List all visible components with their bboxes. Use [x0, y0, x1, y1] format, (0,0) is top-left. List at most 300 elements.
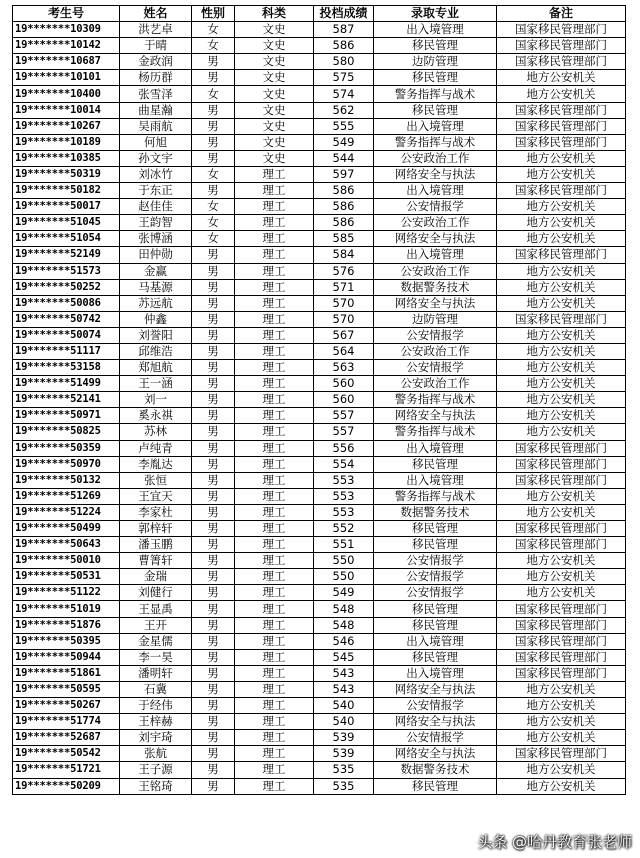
cell-exam-id: 19*******50182: [13, 183, 120, 199]
cell-remark: 地方公安机关: [497, 698, 626, 714]
table-row: [13, 263, 626, 279]
cell-exam-id: 19*******50086: [13, 295, 120, 311]
cell-remark: 国家移民管理部门: [497, 456, 626, 472]
cell-exam-id: 19*******50359: [13, 440, 120, 456]
cell-major: 数据警务技术: [374, 279, 497, 295]
table-row: [13, 199, 626, 215]
cell-major: 公安情报学: [374, 360, 497, 376]
cell-major: 公安政治工作: [374, 263, 497, 279]
cell-gender: 男: [192, 585, 235, 601]
cell-category: 理工: [235, 778, 314, 794]
cell-score: 570: [314, 295, 374, 311]
table-row: [13, 778, 626, 794]
cell-exam-id: 19*******50825: [13, 424, 120, 440]
table-row: [13, 617, 626, 633]
cell-exam-id: 19*******10385: [13, 150, 120, 166]
table-row: [13, 537, 626, 553]
cell-category: 理工: [235, 263, 314, 279]
table-row: [13, 134, 626, 150]
cell-category: 理工: [235, 392, 314, 408]
cell-category: 理工: [235, 408, 314, 424]
cell-score: 535: [314, 778, 374, 794]
cell-name: 张航: [120, 746, 192, 762]
cell-remark: 国家移民管理部门: [497, 54, 626, 70]
cell-gender: 男: [192, 424, 235, 440]
cell-major: 公安情报学: [374, 199, 497, 215]
cell-major: 网络安全与执法: [374, 295, 497, 311]
cell-gender: 男: [192, 118, 235, 134]
table-row: [13, 22, 626, 38]
cell-major: 数据警务技术: [374, 762, 497, 778]
cell-exam-id: 19*******51499: [13, 376, 120, 392]
cell-remark: 地方公安机关: [497, 86, 626, 102]
cell-major: 公安情报学: [374, 585, 497, 601]
cell-name: 王显禹: [120, 601, 192, 617]
cell-name: 潘明轩: [120, 665, 192, 681]
table-row: [13, 746, 626, 762]
cell-category: 理工: [235, 698, 314, 714]
table-row: [13, 70, 626, 86]
cell-score: 551: [314, 537, 374, 553]
cell-name: 赵佳佳: [120, 199, 192, 215]
cell-category: 理工: [235, 183, 314, 199]
cell-major: 网络安全与执法: [374, 408, 497, 424]
cell-exam-id: 19*******52141: [13, 392, 120, 408]
cell-score: 545: [314, 649, 374, 665]
cell-remark: 国家移民管理部门: [497, 649, 626, 665]
cell-category: 理工: [235, 343, 314, 359]
cell-category: 理工: [235, 521, 314, 537]
cell-major: 公安情报学: [374, 698, 497, 714]
cell-remark: 国家移民管理部门: [497, 665, 626, 681]
cell-exam-id: 19*******50742: [13, 311, 120, 327]
cell-score: 580: [314, 54, 374, 70]
table-body: [13, 22, 626, 795]
cell-major: 移民管理: [374, 102, 497, 118]
cell-name: 王铭琦: [120, 778, 192, 794]
cell-exam-id: 19*******51054: [13, 231, 120, 247]
cell-category: 理工: [235, 730, 314, 746]
cell-exam-id: 19*******50944: [13, 649, 120, 665]
cell-remark: 国家移民管理部门: [497, 22, 626, 38]
cell-name: 李胤达: [120, 456, 192, 472]
cell-gender: 男: [192, 746, 235, 762]
cell-exam-id: 19*******10687: [13, 54, 120, 70]
cell-exam-id: 19*******50017: [13, 199, 120, 215]
cell-major: 移民管理: [374, 617, 497, 633]
cell-name: 张雪泽: [120, 86, 192, 102]
cell-category: 理工: [235, 601, 314, 617]
cell-score: 574: [314, 86, 374, 102]
cell-category: 理工: [235, 714, 314, 730]
cell-category: 理工: [235, 633, 314, 649]
cell-remark: 地方公安机关: [497, 408, 626, 424]
cell-score: 548: [314, 617, 374, 633]
cell-major: 出入境管理: [374, 440, 497, 456]
cell-category: 文史: [235, 38, 314, 54]
cell-score: 550: [314, 569, 374, 585]
cell-category: 文史: [235, 86, 314, 102]
cell-exam-id: 19*******50499: [13, 521, 120, 537]
cell-gender: 男: [192, 247, 235, 263]
cell-score: 554: [314, 456, 374, 472]
cell-exam-id: 19*******51721: [13, 762, 120, 778]
cell-remark: 地方公安机关: [497, 150, 626, 166]
cell-category: 理工: [235, 424, 314, 440]
cell-remark: 地方公安机关: [497, 714, 626, 730]
cell-exam-id: 19*******10142: [13, 38, 120, 54]
cell-remark: 地方公安机关: [497, 263, 626, 279]
cell-name: 孙文宇: [120, 150, 192, 166]
table-row: [13, 183, 626, 199]
table-row: [13, 521, 626, 537]
cell-category: 理工: [235, 247, 314, 263]
table-header-row: [13, 6, 626, 22]
cell-remark: 国家移民管理部门: [497, 472, 626, 488]
cell-exam-id: 19*******51774: [13, 714, 120, 730]
cell-score: 587: [314, 22, 374, 38]
cell-gender: 男: [192, 633, 235, 649]
cell-gender: 男: [192, 504, 235, 520]
cell-major: 警务指挥与战术: [374, 424, 497, 440]
table-row: [13, 247, 626, 263]
cell-gender: 男: [192, 617, 235, 633]
cell-major: 移民管理: [374, 649, 497, 665]
cell-remark: 国家移民管理部门: [497, 183, 626, 199]
cell-category: 理工: [235, 376, 314, 392]
table-row: [13, 215, 626, 231]
cell-exam-id: 19*******10400: [13, 86, 120, 102]
cell-score: 585: [314, 231, 374, 247]
cell-name: 张博涵: [120, 231, 192, 247]
cell-category: 理工: [235, 166, 314, 182]
cell-remark: 地方公安机关: [497, 215, 626, 231]
table-row: [13, 665, 626, 681]
table-row: [13, 553, 626, 569]
cell-remark: 国家移民管理部门: [497, 311, 626, 327]
cell-major: 出入境管理: [374, 472, 497, 488]
cell-remark: 地方公安机关: [497, 392, 626, 408]
cell-gender: 女: [192, 166, 235, 182]
table-row: [13, 504, 626, 520]
cell-exam-id: 19*******50010: [13, 553, 120, 569]
cell-major: 出入境管理: [374, 183, 497, 199]
table-row: [13, 392, 626, 408]
table-row: [13, 376, 626, 392]
cell-exam-id: 19*******10101: [13, 70, 120, 86]
table-row: [13, 118, 626, 134]
cell-name: 刘誉阳: [120, 327, 192, 343]
cell-major: 公安政治工作: [374, 215, 497, 231]
cell-category: 理工: [235, 488, 314, 504]
table-row: [13, 456, 626, 472]
cell-name: 李一昊: [120, 649, 192, 665]
cell-gender: 男: [192, 569, 235, 585]
cell-remark: 地方公安机关: [497, 488, 626, 504]
header-score: 投档成绩: [314, 6, 374, 22]
cell-gender: 男: [192, 343, 235, 359]
cell-gender: 男: [192, 263, 235, 279]
cell-name: 郑旭航: [120, 360, 192, 376]
cell-major: 移民管理: [374, 521, 497, 537]
table-row: [13, 585, 626, 601]
cell-gender: 男: [192, 327, 235, 343]
table-row: [13, 360, 626, 376]
cell-remark: 地方公安机关: [497, 585, 626, 601]
cell-name: 王开: [120, 617, 192, 633]
cell-major: 警务指挥与战术: [374, 392, 497, 408]
cell-gender: 男: [192, 665, 235, 681]
table-row: [13, 698, 626, 714]
cell-exam-id: 19*******10189: [13, 134, 120, 150]
cell-name: 李家杜: [120, 504, 192, 520]
cell-major: 出入境管理: [374, 247, 497, 263]
cell-score: 571: [314, 279, 374, 295]
cell-gender: 男: [192, 408, 235, 424]
table-row: [13, 231, 626, 247]
cell-remark: 地方公安机关: [497, 762, 626, 778]
table-row: [13, 488, 626, 504]
cell-score: 570: [314, 311, 374, 327]
cell-major: 边防管理: [374, 311, 497, 327]
cell-remark: 国家移民管理部门: [497, 118, 626, 134]
table-row: [13, 569, 626, 585]
cell-exam-id: 19*******51573: [13, 263, 120, 279]
cell-major: 警务指挥与战术: [374, 488, 497, 504]
cell-major: 公安情报学: [374, 730, 497, 746]
cell-gender: 男: [192, 456, 235, 472]
table-row: [13, 424, 626, 440]
cell-exam-id: 19*******53158: [13, 360, 120, 376]
cell-category: 理工: [235, 295, 314, 311]
cell-remark: 地方公安机关: [497, 279, 626, 295]
cell-category: 理工: [235, 649, 314, 665]
cell-remark: 国家移民管理部门: [497, 521, 626, 537]
cell-name: 仲鑫: [120, 311, 192, 327]
cell-remark: 地方公安机关: [497, 295, 626, 311]
cell-remark: 国家移民管理部门: [497, 633, 626, 649]
cell-score: 556: [314, 440, 374, 456]
table-row: [13, 681, 626, 697]
cell-gender: 男: [192, 392, 235, 408]
cell-name: 张恒: [120, 472, 192, 488]
cell-gender: 男: [192, 730, 235, 746]
cell-gender: 男: [192, 134, 235, 150]
cell-major: 移民管理: [374, 70, 497, 86]
cell-exam-id: 19*******51019: [13, 601, 120, 617]
cell-gender: 男: [192, 762, 235, 778]
cell-gender: 男: [192, 778, 235, 794]
table-row: [13, 343, 626, 359]
cell-score: 553: [314, 504, 374, 520]
cell-name: 何旭: [120, 134, 192, 150]
cell-score: 548: [314, 601, 374, 617]
cell-score: 539: [314, 746, 374, 762]
cell-score: 557: [314, 408, 374, 424]
cell-name: 于东正: [120, 183, 192, 199]
cell-exam-id: 19*******51117: [13, 343, 120, 359]
cell-score: 584: [314, 247, 374, 263]
table-row: [13, 86, 626, 102]
cell-gender: 男: [192, 102, 235, 118]
cell-category: 文史: [235, 70, 314, 86]
cell-remark: 地方公安机关: [497, 553, 626, 569]
cell-exam-id: 19*******50971: [13, 408, 120, 424]
cell-major: 网络安全与执法: [374, 714, 497, 730]
cell-name: 金政润: [120, 54, 192, 70]
cell-exam-id: 19*******10309: [13, 22, 120, 38]
cell-score: 586: [314, 199, 374, 215]
cell-exam-id: 19*******50267: [13, 698, 120, 714]
cell-score: 544: [314, 150, 374, 166]
cell-name: 王宜天: [120, 488, 192, 504]
cell-gender: 男: [192, 488, 235, 504]
cell-score: 586: [314, 38, 374, 54]
cell-major: 移民管理: [374, 601, 497, 617]
cell-remark: 地方公安机关: [497, 360, 626, 376]
cell-category: 文史: [235, 134, 314, 150]
cell-score: 575: [314, 70, 374, 86]
table-row: [13, 730, 626, 746]
cell-category: 理工: [235, 279, 314, 295]
cell-remark: 地方公安机关: [497, 343, 626, 359]
cell-remark: 国家移民管理部门: [497, 247, 626, 263]
cell-remark: 国家移民管理部门: [497, 746, 626, 762]
cell-name: 田仲勋: [120, 247, 192, 263]
cell-category: 理工: [235, 681, 314, 697]
cell-name: 曲星瀚: [120, 102, 192, 118]
table-row: [13, 279, 626, 295]
cell-category: 文史: [235, 54, 314, 70]
cell-exam-id: 19*******10267: [13, 118, 120, 134]
cell-score: 539: [314, 730, 374, 746]
cell-major: 网络安全与执法: [374, 681, 497, 697]
cell-major: 公安政治工作: [374, 343, 497, 359]
cell-gender: 男: [192, 279, 235, 295]
cell-remark: 国家移民管理部门: [497, 440, 626, 456]
cell-exam-id: 19*******52687: [13, 730, 120, 746]
cell-gender: 男: [192, 698, 235, 714]
cell-score: 560: [314, 376, 374, 392]
cell-major: 移民管理: [374, 537, 497, 553]
cell-score: 557: [314, 424, 374, 440]
cell-name: 金星儒: [120, 633, 192, 649]
cell-name: 石冀: [120, 681, 192, 697]
cell-score: 553: [314, 488, 374, 504]
cell-category: 理工: [235, 665, 314, 681]
cell-exam-id: 19*******51045: [13, 215, 120, 231]
cell-exam-id: 19*******51861: [13, 665, 120, 681]
header-major: 录取专业: [374, 6, 497, 22]
cell-major: 数据警务技术: [374, 504, 497, 520]
cell-name: 于经伟: [120, 698, 192, 714]
cell-name: 潘玉鹏: [120, 537, 192, 553]
table-row: [13, 150, 626, 166]
cell-gender: 男: [192, 183, 235, 199]
header-exam-id: 考生号: [13, 6, 120, 22]
cell-gender: 男: [192, 649, 235, 665]
cell-score: 555: [314, 118, 374, 134]
cell-category: 理工: [235, 215, 314, 231]
cell-major: 网络安全与执法: [374, 166, 497, 182]
cell-remark: 国家移民管理部门: [497, 537, 626, 553]
cell-name: 曹箐轩: [120, 553, 192, 569]
cell-gender: 男: [192, 376, 235, 392]
cell-name: 王一涵: [120, 376, 192, 392]
cell-score: 576: [314, 263, 374, 279]
cell-remark: 地方公安机关: [497, 681, 626, 697]
cell-gender: 男: [192, 54, 235, 70]
table-row: [13, 649, 626, 665]
cell-exam-id: 19*******51876: [13, 617, 120, 633]
cell-category: 理工: [235, 456, 314, 472]
table-row: [13, 311, 626, 327]
table-row: [13, 472, 626, 488]
cell-remark: 地方公安机关: [497, 231, 626, 247]
cell-category: 文史: [235, 22, 314, 38]
cell-remark: 地方公安机关: [497, 424, 626, 440]
cell-remark: 地方公安机关: [497, 166, 626, 182]
cell-category: 文史: [235, 118, 314, 134]
cell-gender: 男: [192, 714, 235, 730]
cell-category: 理工: [235, 472, 314, 488]
cell-category: 理工: [235, 617, 314, 633]
cell-score: 540: [314, 714, 374, 730]
cell-category: 理工: [235, 231, 314, 247]
cell-category: 理工: [235, 360, 314, 376]
cell-name: 金赢: [120, 263, 192, 279]
cell-name: 郭梓轩: [120, 521, 192, 537]
cell-name: 卢纯青: [120, 440, 192, 456]
cell-gender: 女: [192, 215, 235, 231]
cell-remark: 国家移民管理部门: [497, 38, 626, 54]
cell-remark: 地方公安机关: [497, 569, 626, 585]
cell-name: 王韵智: [120, 215, 192, 231]
cell-score: 564: [314, 343, 374, 359]
cell-gender: 男: [192, 601, 235, 617]
cell-gender: 男: [192, 70, 235, 86]
cell-exam-id: 19*******51269: [13, 488, 120, 504]
table-row: [13, 295, 626, 311]
header-remark: 备注: [497, 6, 626, 22]
cell-name: 吴雨航: [120, 118, 192, 134]
cell-name: 王梓赫: [120, 714, 192, 730]
cell-score: 543: [314, 665, 374, 681]
cell-score: 597: [314, 166, 374, 182]
watermark: 头条 @哈丹教育张老师: [477, 833, 632, 851]
cell-score: 560: [314, 392, 374, 408]
table-row: [13, 38, 626, 54]
cell-gender: 男: [192, 295, 235, 311]
admission-table: [12, 5, 626, 795]
cell-remark: 国家移民管理部门: [497, 601, 626, 617]
cell-score: 549: [314, 585, 374, 601]
cell-category: 理工: [235, 327, 314, 343]
cell-category: 理工: [235, 537, 314, 553]
cell-gender: 男: [192, 360, 235, 376]
cell-exam-id: 19*******51224: [13, 504, 120, 520]
cell-major: 公安政治工作: [374, 150, 497, 166]
cell-major: 边防管理: [374, 54, 497, 70]
cell-score: 549: [314, 134, 374, 150]
cell-major: 移民管理: [374, 456, 497, 472]
cell-remark: 地方公安机关: [497, 70, 626, 86]
cell-exam-id: 19*******50252: [13, 279, 120, 295]
cell-score: 540: [314, 698, 374, 714]
cell-name: 苏远航: [120, 295, 192, 311]
cell-major: 公安情报学: [374, 569, 497, 585]
cell-name: 金瑞: [120, 569, 192, 585]
